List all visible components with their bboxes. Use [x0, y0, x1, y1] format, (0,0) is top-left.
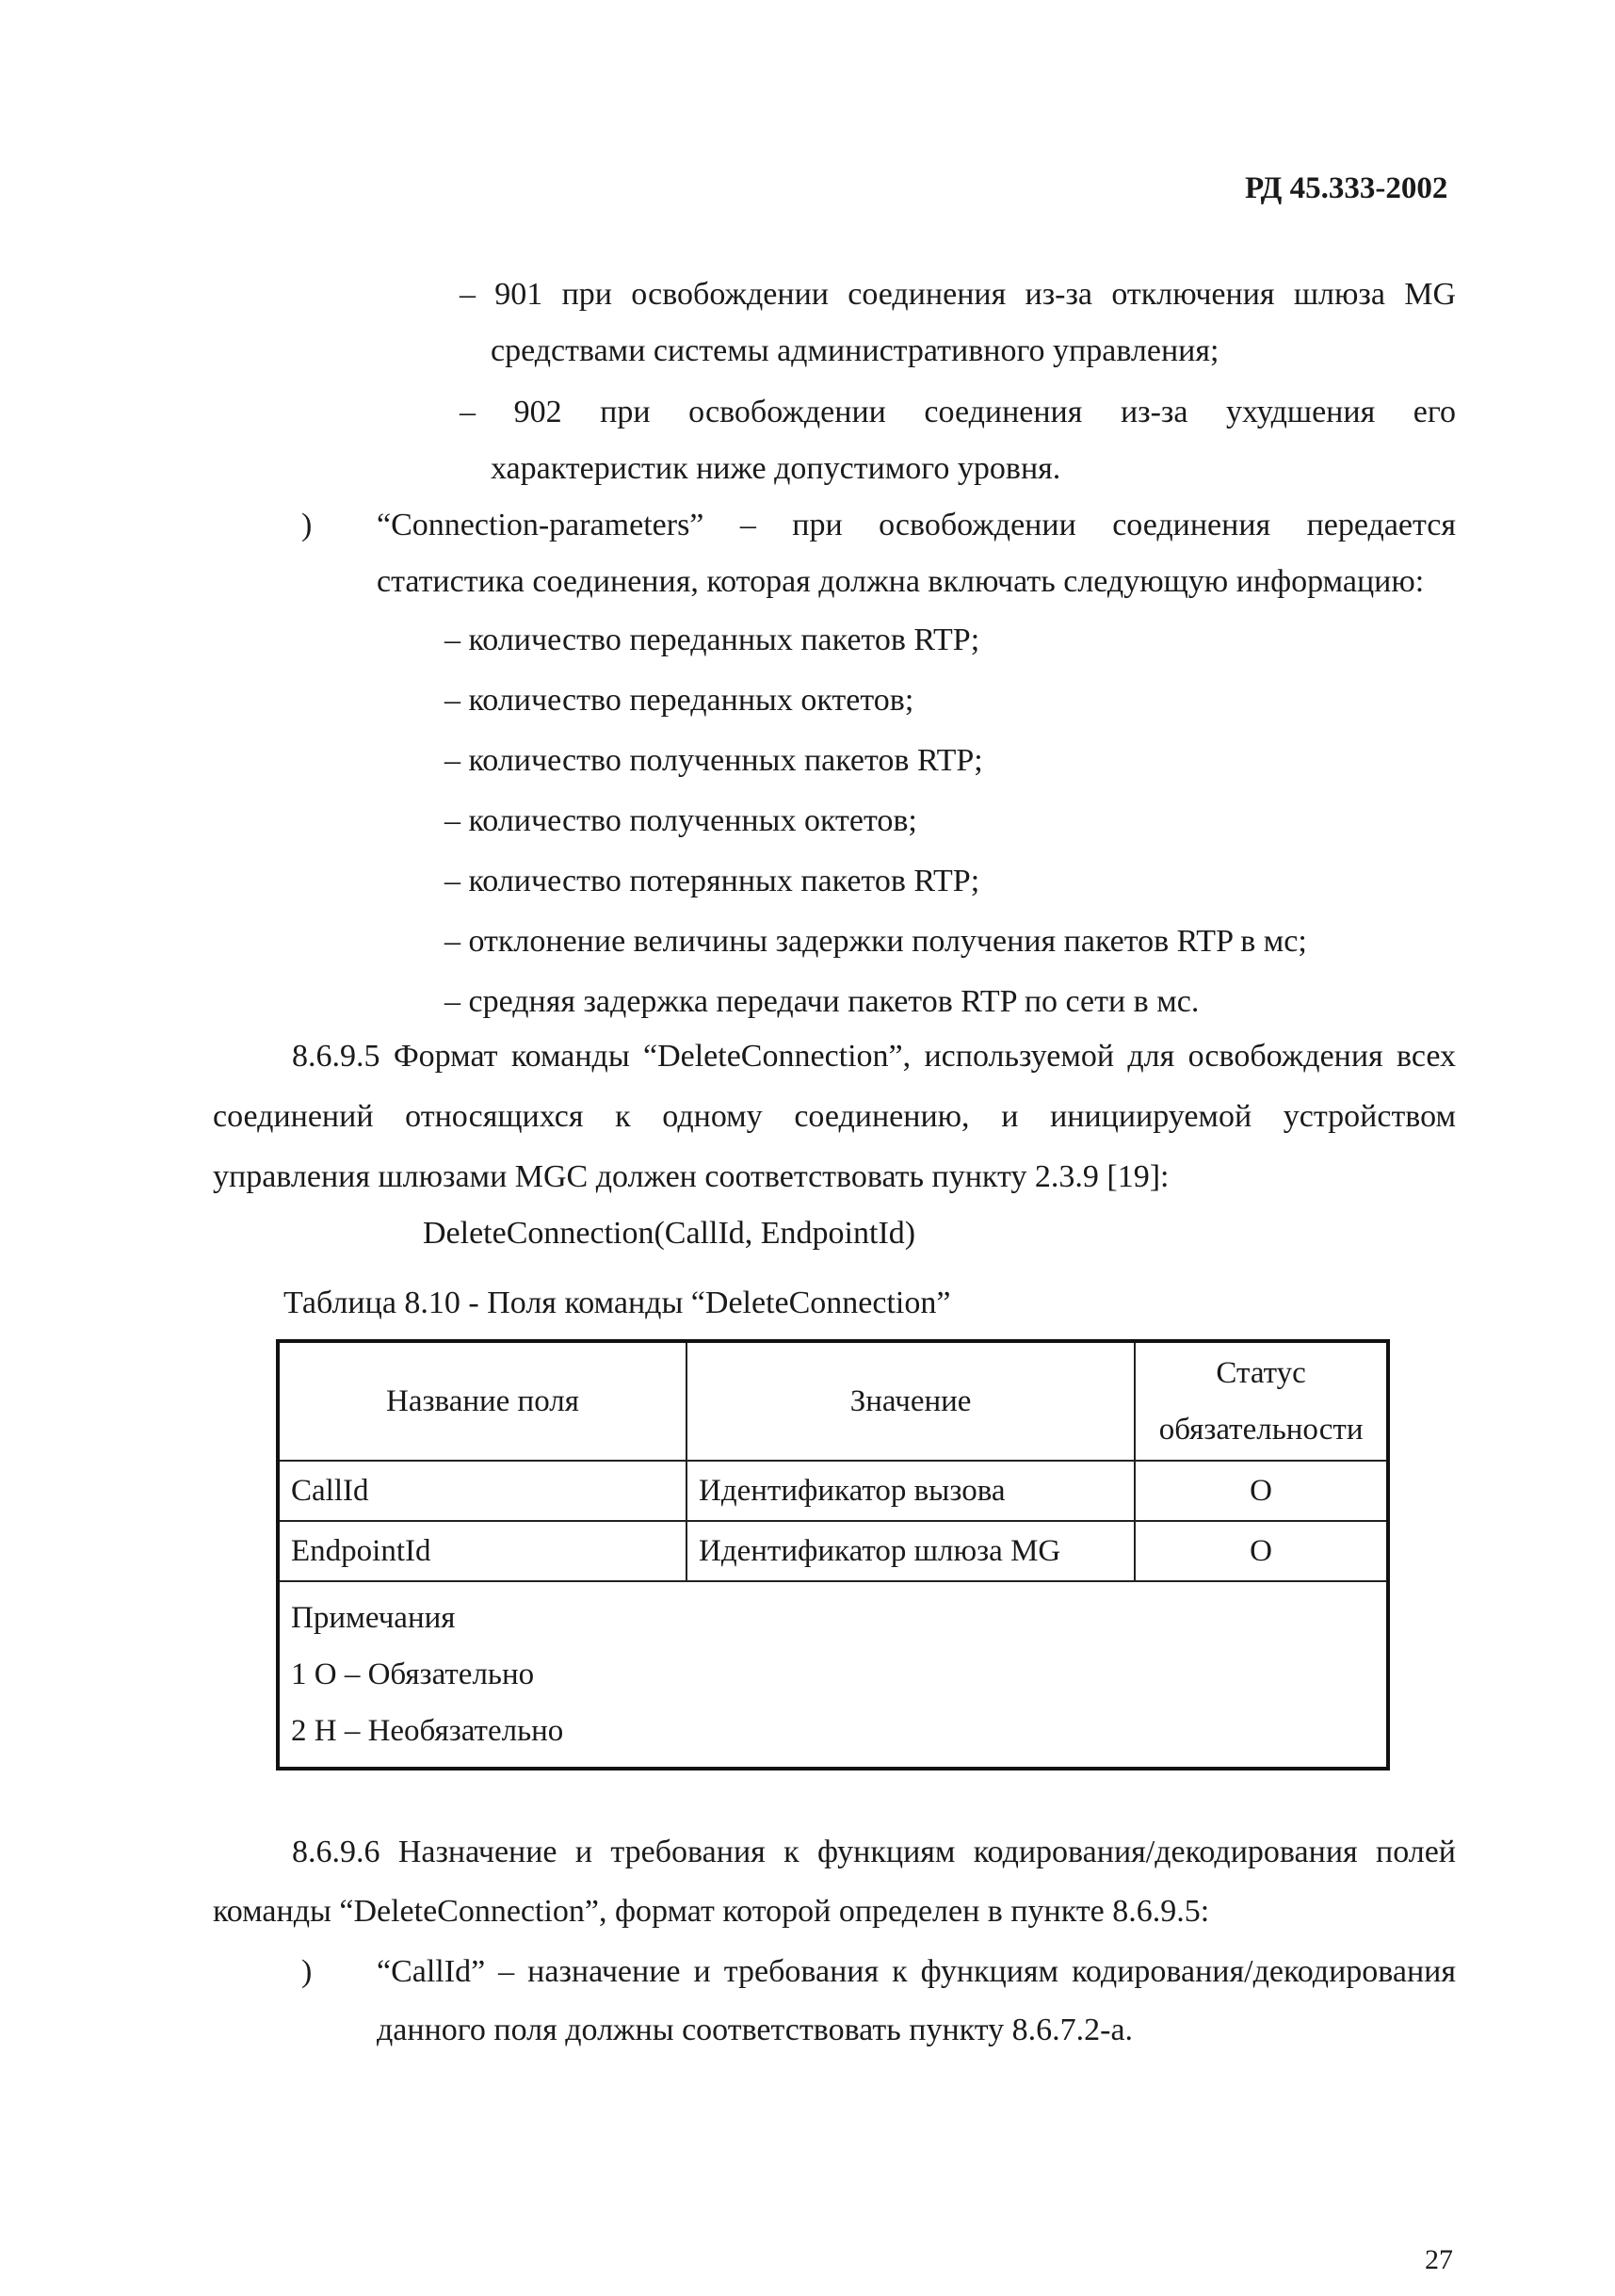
document-code: РД 45.333-2002: [1245, 171, 1448, 205]
section-8695-line2: соединений относящихся к одному соединению, и инициируемой устройством: [213, 1099, 1456, 1134]
table-notes: [278, 1581, 1388, 1769]
cell-field-name: CallId: [278, 1461, 686, 1521]
cell-value: Идентификатор шлюза MG: [686, 1521, 1135, 1581]
cell-value: Идентификатор вызова: [686, 1461, 1135, 1521]
table-header-row: [278, 1341, 1388, 1461]
command-signature: DeleteConnection(CallId, EndpointId): [423, 1216, 916, 1251]
table-row: [278, 1461, 1388, 1521]
header-status-line1: Статус: [1216, 1356, 1306, 1390]
section-8695-line1: 8.6.9.5 Формат команды “DeleteConnection”, используемой для освобождения всех: [292, 1039, 1456, 1074]
stat-item: – отклонение величины задержки получения пакетов RTP в мс;: [444, 924, 1307, 959]
stat-item: – количество потерянных пакетов RTP;: [444, 864, 980, 898]
cell-status: О: [1135, 1461, 1388, 1521]
header-value: Значение: [686, 1341, 1135, 1461]
stat-item: – средняя задержка передачи пакетов RTP по сети в мс.: [444, 984, 1200, 1019]
notes-title: Примечания: [291, 1601, 456, 1635]
stat-item: – количество переданных пакетов RTP;: [444, 623, 980, 657]
cell-field-name: EndpointId: [278, 1521, 686, 1581]
stat-item: – количество полученных пакетов RTP;: [444, 743, 983, 778]
fields-table: [276, 1339, 1390, 1771]
connection-parameters-line1: “Connection-parameters” – при освобождении соединения передается: [377, 508, 1456, 542]
section-8696-line1: 8.6.9.6 Назначение и требования к функциям кодирования/декодирования полей: [292, 1835, 1456, 1869]
connection-parameters-line2: статистика соединения, которая должна включать следующую информацию:: [377, 564, 1425, 599]
stat-item: – количество полученных октетов;: [444, 803, 917, 838]
section-8696-line2: команды “DeleteConnection”, формат которой определен в пункте 8.6.9.5:: [213, 1894, 1210, 1929]
section-8695-line3: управления шлюзами MGC должен соответствовать пункту 2.3.9 [19]:: [213, 1159, 1170, 1194]
cell-status: О: [1135, 1521, 1388, 1581]
note-2: 2 Н – Необязательно: [291, 1714, 564, 1748]
list-item-902-line1: – 902 при освобождении соединения из-за ухудшения его: [460, 395, 1456, 429]
list-item-901-line2: средствами системы административного управления;: [491, 333, 1219, 368]
table-row: [278, 1521, 1388, 1581]
table-caption: Таблица 8.10 - Поля команды “DeleteConnection”: [283, 1285, 951, 1320]
callid-item-line1: “CallId” – назначение и требования к функциям кодирования/декодирования: [377, 1954, 1456, 1989]
header-status-line2: обязательности: [1158, 1413, 1364, 1447]
list-item-901-line1: – 901 при освобождении соединения из-за отключения шлюза MG: [460, 277, 1456, 312]
header-field-name: Название поля: [278, 1341, 686, 1461]
list-item-902-line2: характеристик ниже допустимого уровня.: [491, 451, 1061, 486]
note-1: 1 О – Обязательно: [291, 1657, 535, 1691]
table-notes-row: [278, 1581, 1388, 1769]
stat-item: – количество переданных октетов;: [444, 683, 914, 718]
header-status: [1135, 1341, 1388, 1461]
callid-item-line2: данного поля должны соответствовать пункту 8.6.7.2-а.: [377, 2013, 1134, 2047]
list-marker: ): [301, 1954, 313, 1989]
list-marker: ): [301, 508, 313, 542]
page-number: 27: [1425, 2244, 1453, 2275]
